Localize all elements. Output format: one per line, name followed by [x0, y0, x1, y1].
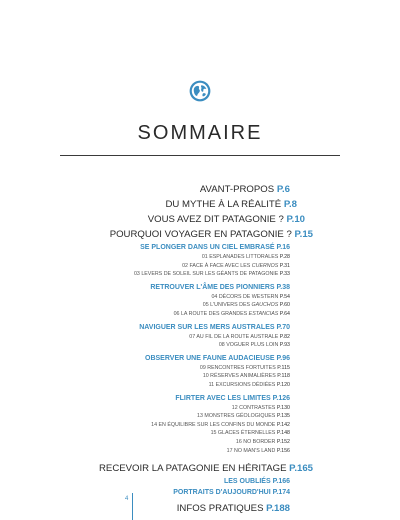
toc-entry — [0, 227, 400, 242]
sub-entry-label: 12 CONTRASTES — [231, 404, 276, 411]
chapter-title: PORTRAITS D'AUJOURD'HUI — [173, 489, 271, 497]
toc-entry-page: P.15 — [294, 229, 313, 240]
sub-entry-label: 16 NO BORDER — [235, 438, 276, 445]
sub-entry-emphasis: GAUCHOS — [251, 302, 279, 309]
sub-entry-page: P.28 — [279, 254, 290, 260]
sub-entry-label: 01 ESPLANADES LITTORALES — [201, 254, 279, 260]
chapter-heading — [0, 242, 400, 253]
chapter-heading — [0, 487, 400, 498]
toc-entry — [0, 197, 400, 212]
sub-entry-page: P.64 — [279, 310, 290, 317]
chapter-page: P.16 — [276, 244, 290, 251]
sub-entry-page: P.152 — [276, 438, 290, 445]
chapter-page: P.166 — [272, 478, 290, 486]
chapter-page: P.96 — [276, 354, 290, 362]
chapter-title: LES OUBLIÉS — [223, 478, 271, 486]
sub-entry — [0, 253, 400, 262]
toc-entry-page: P.8 — [283, 199, 297, 210]
sub-entry-label: 10 RÉSERVES ANIMALIÈRES — [202, 373, 276, 380]
sub-entry-emphasis: ESTANCIAS — [248, 310, 279, 317]
sub-entry — [0, 270, 400, 279]
toc-entry-label: INFOS PRATIQUES — [176, 503, 264, 515]
toc-entry-page: P.10 — [286, 214, 305, 225]
chapter-heading — [0, 322, 400, 333]
toc-entry-label: VOUS AVEZ DIT PATAGONIE ? — [147, 214, 284, 225]
footer-page-number: 4 — [125, 496, 129, 502]
chapter-title: RETROUVER L'ÂME DES PIONNIERS — [150, 283, 275, 291]
chapter-title: NAVIGUER SUR LES MERS AUSTRALES — [139, 323, 275, 331]
sub-entry-label: 14 EN ÉQUILIBRE SUR LES CONFINS DU MONDE — [151, 421, 276, 428]
chapter-heading — [0, 282, 400, 293]
toc-entry — [0, 212, 400, 227]
toc-entry — [0, 182, 400, 197]
sub-entry — [0, 381, 400, 390]
sub-entry-label: 09 RENCONTRES FORTUITES — [199, 364, 276, 371]
chapter-heading — [0, 393, 400, 404]
sub-entry — [0, 412, 400, 421]
chapter-title: FLIRTER AVEC LES LIMITES — [175, 394, 271, 402]
sub-entry-page: P.142 — [276, 421, 290, 428]
toc-entry-page: P.6 — [276, 184, 290, 195]
sub-entry-label: 08 VOGUER PLUS LOIN — [218, 342, 279, 349]
sub-entry-label: 13 MONSTRES GÉOLOGIQUES — [197, 413, 276, 420]
sub-entry-label: 07 AU FIL DE LA ROUTE AUSTRALE — [189, 333, 279, 340]
sub-entry-page: P.120 — [276, 381, 290, 388]
chapter-page: P.38 — [276, 283, 290, 291]
sub-entry-page: P.130 — [276, 404, 290, 411]
sub-entry-page: P.135 — [276, 413, 290, 420]
sub-entry-page: P.115 — [277, 364, 290, 371]
sub-entry-page: P.33 — [279, 271, 290, 278]
sub-entry — [0, 301, 400, 310]
sub-entry-page: P.82 — [279, 333, 290, 340]
sub-entry-label: 06 LA ROUTE DES GRANDES — [173, 310, 249, 317]
chapter-heading — [0, 476, 400, 487]
sub-entry-page: P.156 — [276, 447, 290, 454]
toc-entry-label: RECEVOIR LA PATAGONIE EN HÉRITAGE — [99, 463, 287, 475]
toc-entry — [0, 461, 400, 476]
sub-entry-page: P.148 — [276, 430, 290, 437]
chapter-page: P.126 — [272, 394, 290, 402]
sub-entry-label: 05 L'UNIVERS DES — [202, 302, 252, 309]
sub-entry — [0, 429, 400, 438]
sub-entry — [0, 310, 400, 319]
sub-entry — [0, 333, 400, 342]
globe-icon — [189, 80, 211, 102]
toc-entry-page: P.188 — [266, 503, 290, 515]
toc-list — [0, 182, 400, 516]
toc-entry-label: POURQUOI VOYAGER EN PATAGONIE ? — [109, 229, 292, 240]
sub-entry-page: P.60 — [279, 302, 290, 309]
chapter-page: P.174 — [272, 489, 290, 497]
toc-entry-label: AVANT-PROPOS — [199, 184, 275, 195]
sub-entry — [0, 421, 400, 430]
chapter-heading — [0, 353, 400, 364]
sub-entry-page: P.31 — [279, 262, 290, 269]
sub-entry — [0, 262, 400, 271]
page-title: SOMMAIRE — [137, 122, 263, 144]
sub-entry — [0, 404, 400, 413]
sub-entry-label: 11 EXCURSIONS DÉDIÉES — [208, 381, 276, 388]
sub-entry-label: 15 GLACES ÉTERNELLES — [210, 430, 276, 437]
sub-entry — [0, 372, 400, 381]
title-divider — [60, 155, 340, 156]
footer-rule — [132, 493, 133, 520]
sub-entry — [0, 341, 400, 350]
sub-entry — [0, 293, 400, 302]
sub-entry-page: P.118 — [277, 373, 290, 380]
toc-entry-label: DU MYTHE À LA RÉALITÉ — [165, 199, 282, 210]
sub-entry — [0, 438, 400, 447]
sub-entry-label: 03 LEVERS DE SOLEIL SUR LES GÉANTS DE PATAGONIE — [133, 271, 279, 278]
sub-entry-emphasis: CUERNOS — [251, 262, 279, 269]
sub-entry-label: 02 FACE À FACE AVEC LES — [182, 262, 252, 269]
sub-entry-page: P.54 — [279, 293, 290, 300]
sub-entry-page: P.93 — [279, 342, 290, 349]
chapter-title: OBSERVER UNE FAUNE AUDACIEUSE — [145, 354, 275, 362]
sub-entry — [0, 364, 400, 373]
sub-entry-label: 04 DÉCORS DE WESTERN — [211, 293, 279, 300]
toc-entry-page: P.165 — [289, 463, 313, 475]
chapter-title: SE PLONGER DANS UN CIEL EMBRASÉ — [140, 244, 275, 251]
sub-entry — [0, 447, 400, 456]
chapter-page: P.70 — [276, 323, 290, 331]
sub-entry-label: 17 NO MAN'S LAND — [226, 447, 276, 454]
toc-entry — [0, 501, 400, 516]
